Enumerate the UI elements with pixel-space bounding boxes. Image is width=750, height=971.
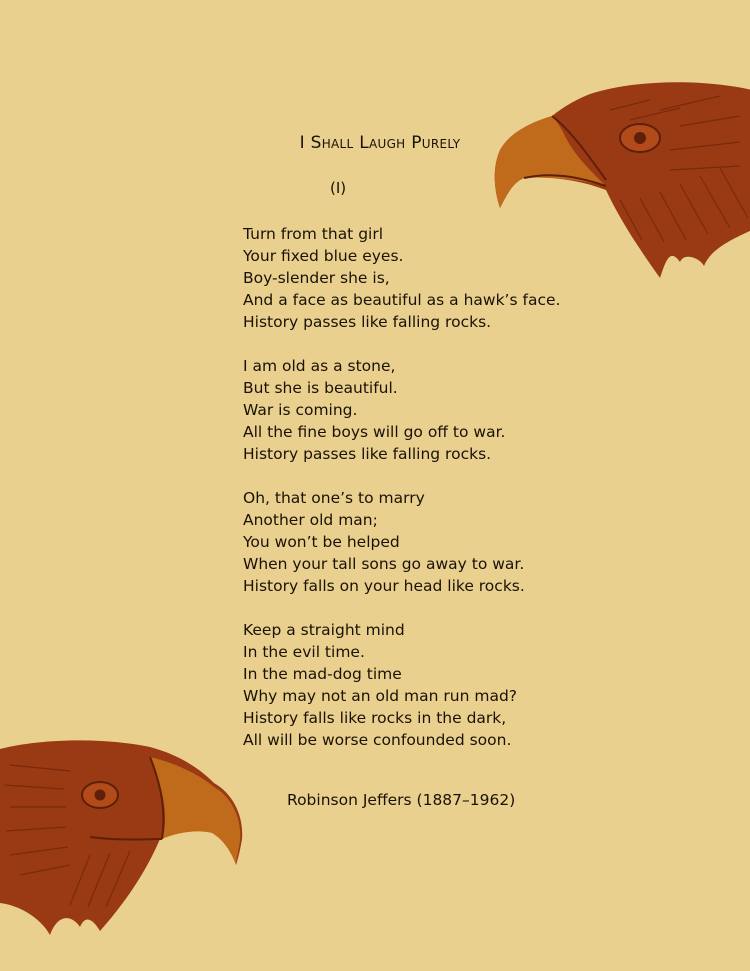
poem-line: When your tall sons go away to war. <box>243 555 525 573</box>
eagle-head-bottom-illustration <box>0 735 250 945</box>
poem-line: History passes like falling rocks. <box>243 313 492 331</box>
poem-line: Your fixed blue eyes. <box>243 247 404 265</box>
poem-line: Another old man; <box>243 511 378 529</box>
poem-line: And a face as beautiful as a hawk’s face. <box>243 291 561 309</box>
poem-title: I Shall Laugh Purely <box>299 133 461 153</box>
poem-line: Keep a straight mind <box>243 621 405 639</box>
stanza <box>243 355 560 465</box>
poem-body <box>243 223 560 773</box>
poem-line: History passes like falling rocks. <box>243 445 492 463</box>
section-number: (I) <box>330 179 347 197</box>
poem-line: Why may not an old man run mad? <box>243 687 518 705</box>
stanza <box>243 223 560 333</box>
poem-line: Oh, that one’s to marry <box>243 489 425 507</box>
poem-line: In the evil time. <box>243 643 365 661</box>
poem-line: War is coming. <box>243 401 358 419</box>
stanza <box>243 487 560 597</box>
poem-line: Boy-slender she is, <box>243 269 390 287</box>
poem-line: You won’t be helped <box>243 533 400 551</box>
poem-line: Turn from that girl <box>243 225 384 243</box>
author-credit: Robinson Jeffers (1887–1962) <box>287 791 516 809</box>
poem-line: But she is beautiful. <box>243 379 398 397</box>
stanza <box>243 619 560 751</box>
poem-line: All the fine boys will go off to war. <box>243 423 506 441</box>
poem-line: I am old as a stone, <box>243 357 396 375</box>
poem-line: History falls like rocks in the dark, <box>243 709 507 727</box>
poem-line: In the mad-dog time <box>243 665 402 683</box>
poem-line: History falls on your head like rocks. <box>243 577 525 595</box>
poem-line: All will be worse confounded soon. <box>243 731 512 749</box>
